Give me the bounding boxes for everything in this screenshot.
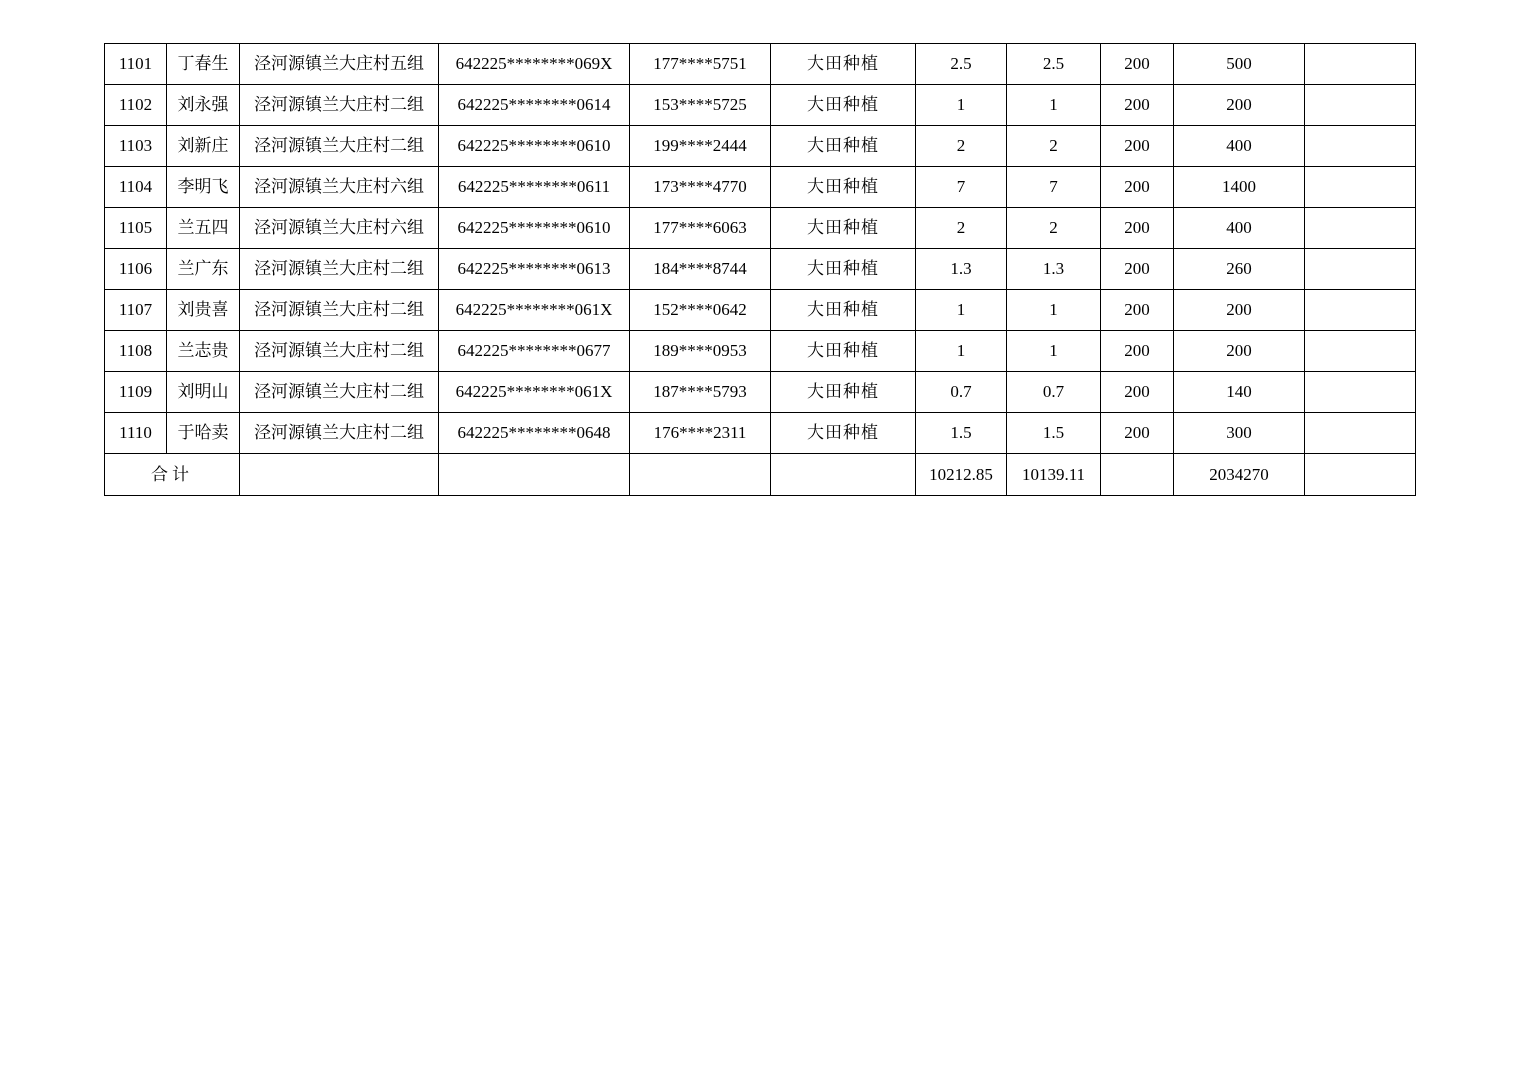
cell-declared: 1 [916,290,1007,331]
cell-idcard: 642225********0648 [439,413,630,454]
cell-crop-type: 大田种植 [771,126,916,167]
cell-address: 泾河源镇兰大庄村二组 [240,290,439,331]
total-declared: 10212.85 [916,454,1007,496]
cell-amount: 500 [1174,44,1305,85]
cell-serial: 1108 [105,331,167,372]
cell-declared: 2.5 [916,44,1007,85]
cell-idcard: 642225********061X [439,372,630,413]
table-row [105,249,1416,290]
cell-verified: 1.3 [1007,249,1101,290]
cell-note [1305,372,1416,413]
cell-name: 刘明山 [167,372,240,413]
cell-phone: 173****4770 [630,167,771,208]
cell-standard: 200 [1101,372,1174,413]
cell-declared: 2 [916,208,1007,249]
cell-idcard: 642225********0610 [439,208,630,249]
cell-declared: 1 [916,331,1007,372]
cell-amount: 200 [1174,85,1305,126]
cell-standard: 200 [1101,290,1174,331]
cell-phone: 189****0953 [630,331,771,372]
cell-verified: 0.7 [1007,372,1101,413]
cell-phone: 152****0642 [630,290,771,331]
cell-address: 泾河源镇兰大庄村六组 [240,167,439,208]
table-row [105,208,1416,249]
table-row [105,167,1416,208]
cell-note [1305,331,1416,372]
cell-serial: 1103 [105,126,167,167]
cell-serial: 1109 [105,372,167,413]
cell-standard: 200 [1101,208,1174,249]
total-phone [630,454,771,496]
cell-serial: 1104 [105,167,167,208]
cell-address: 泾河源镇兰大庄村二组 [240,85,439,126]
cell-verified: 7 [1007,167,1101,208]
cell-verified: 2.5 [1007,44,1101,85]
cell-name: 兰五四 [167,208,240,249]
total-address [240,454,439,496]
cell-address: 泾河源镇兰大庄村五组 [240,44,439,85]
cell-standard: 200 [1101,85,1174,126]
cell-amount: 140 [1174,372,1305,413]
cell-amount: 200 [1174,290,1305,331]
subsidy-table [104,43,1416,496]
cell-serial: 1110 [105,413,167,454]
cell-standard: 200 [1101,331,1174,372]
cell-name: 兰广东 [167,249,240,290]
cell-crop-type: 大田种植 [771,372,916,413]
cell-crop-type: 大田种植 [771,167,916,208]
cell-name: 刘新庄 [167,126,240,167]
cell-idcard: 642225********0614 [439,85,630,126]
cell-note [1305,249,1416,290]
cell-note [1305,290,1416,331]
cell-serial: 1106 [105,249,167,290]
cell-standard: 200 [1101,249,1174,290]
cell-standard: 200 [1101,167,1174,208]
cell-address: 泾河源镇兰大庄村二组 [240,331,439,372]
cell-crop-type: 大田种植 [771,331,916,372]
cell-note [1305,126,1416,167]
cell-verified: 1.5 [1007,413,1101,454]
total-label: 合计 [105,454,240,496]
cell-declared: 7 [916,167,1007,208]
subsidy-table-container [104,43,1415,496]
cell-phone: 177****5751 [630,44,771,85]
cell-crop-type: 大田种植 [771,290,916,331]
cell-idcard: 642225********061X [439,290,630,331]
total-amount: 2034270 [1174,454,1305,496]
cell-name: 李明飞 [167,167,240,208]
cell-name: 丁春生 [167,44,240,85]
cell-amount: 300 [1174,413,1305,454]
cell-address: 泾河源镇兰大庄村二组 [240,413,439,454]
table-row [105,44,1416,85]
cell-serial: 1105 [105,208,167,249]
cell-amount: 1400 [1174,167,1305,208]
cell-declared: 1 [916,85,1007,126]
table-row [105,372,1416,413]
cell-phone: 187****5793 [630,372,771,413]
cell-idcard: 642225********0610 [439,126,630,167]
cell-note [1305,208,1416,249]
cell-note [1305,167,1416,208]
table-row [105,126,1416,167]
cell-note [1305,413,1416,454]
cell-phone: 153****5725 [630,85,771,126]
cell-standard: 200 [1101,413,1174,454]
cell-standard: 200 [1101,44,1174,85]
cell-idcard: 642225********0611 [439,167,630,208]
cell-declared: 1.5 [916,413,1007,454]
cell-amount: 260 [1174,249,1305,290]
cell-verified: 1 [1007,331,1101,372]
table-row [105,290,1416,331]
cell-verified: 2 [1007,208,1101,249]
table-row [105,413,1416,454]
cell-declared: 0.7 [916,372,1007,413]
cell-declared: 2 [916,126,1007,167]
cell-phone: 177****6063 [630,208,771,249]
cell-verified: 2 [1007,126,1101,167]
cell-crop-type: 大田种植 [771,208,916,249]
cell-name: 刘永强 [167,85,240,126]
cell-crop-type: 大田种植 [771,44,916,85]
cell-phone: 184****8744 [630,249,771,290]
cell-crop-type: 大田种植 [771,413,916,454]
cell-phone: 199****2444 [630,126,771,167]
cell-verified: 1 [1007,290,1101,331]
table-row [105,331,1416,372]
total-idcard [439,454,630,496]
cell-address: 泾河源镇兰大庄村二组 [240,249,439,290]
total-verified: 10139.11 [1007,454,1101,496]
cell-name: 兰志贵 [167,331,240,372]
cell-idcard: 642225********0677 [439,331,630,372]
cell-amount: 200 [1174,331,1305,372]
cell-address: 泾河源镇兰大庄村二组 [240,372,439,413]
cell-idcard: 642225********0613 [439,249,630,290]
cell-serial: 1107 [105,290,167,331]
cell-note [1305,85,1416,126]
cell-amount: 400 [1174,126,1305,167]
total-standard [1101,454,1174,496]
cell-serial: 1102 [105,85,167,126]
cell-address: 泾河源镇兰大庄村六组 [240,208,439,249]
cell-name: 于哈卖 [167,413,240,454]
total-note [1305,454,1416,496]
table-total-row [105,454,1416,496]
cell-declared: 1.3 [916,249,1007,290]
cell-name: 刘贵喜 [167,290,240,331]
table-body [105,44,1416,496]
cell-serial: 1101 [105,44,167,85]
table-row [105,85,1416,126]
total-crop-type [771,454,916,496]
cell-crop-type: 大田种植 [771,249,916,290]
cell-phone: 176****2311 [630,413,771,454]
cell-standard: 200 [1101,126,1174,167]
cell-crop-type: 大田种植 [771,85,916,126]
cell-idcard: 642225********069X [439,44,630,85]
cell-amount: 400 [1174,208,1305,249]
cell-verified: 1 [1007,85,1101,126]
cell-note [1305,44,1416,85]
cell-address: 泾河源镇兰大庄村二组 [240,126,439,167]
